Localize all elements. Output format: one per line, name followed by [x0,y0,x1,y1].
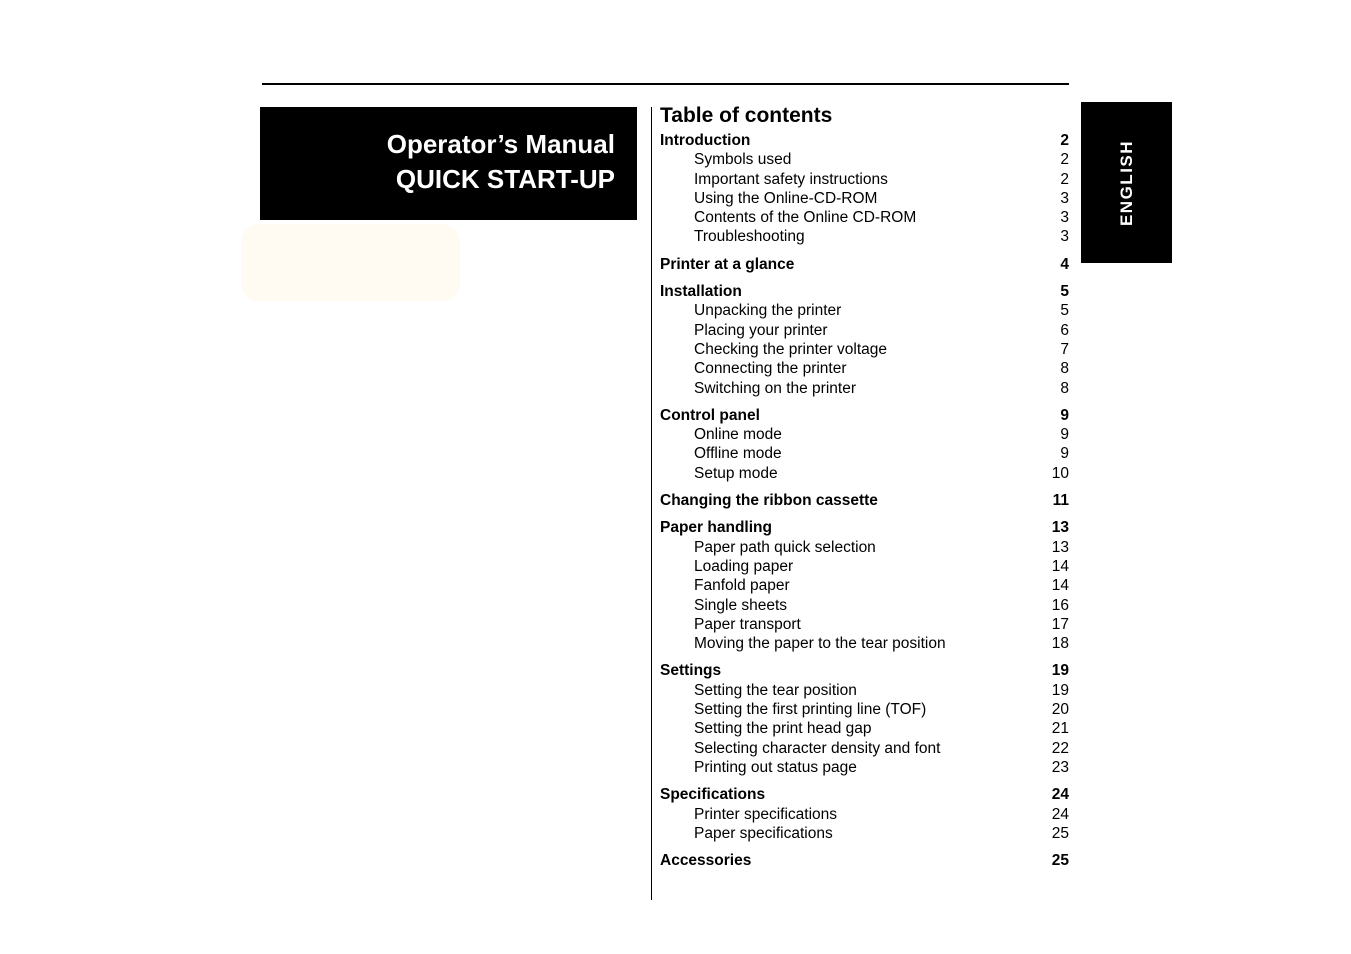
toc-section-title: Installation [660,283,742,301]
toc-page-number: 5 [1060,302,1069,320]
toc-section-title: Paper handling [660,519,772,537]
toc-section [660,131,1069,247]
toc-page-number: 2 [1060,151,1069,169]
toc-section-title: Specifications [660,786,766,804]
toc-section-entry[interactable] [660,131,1069,150]
toc-page-number: 3 [1060,189,1069,207]
toc-section [660,406,1069,483]
toc-page-number: 25 [1051,852,1069,870]
toc-page-number: 19 [1051,662,1069,680]
table-of-contents [660,103,1069,878]
toc-page-number: 20 [1051,701,1069,719]
toc-subentry[interactable] [660,538,1069,557]
toc-subentry-label: Loading paper [694,557,794,575]
toc-subentry[interactable] [660,359,1069,378]
toc-page-number: 5 [1060,283,1069,301]
toc-page-number: 4 [1060,255,1069,273]
toc-subentry[interactable] [660,824,1069,843]
toc-subentry[interactable] [660,681,1069,700]
toc-page-number: 2 [1060,170,1069,188]
manual-title-block [260,107,637,220]
toc-page-number: 16 [1051,596,1069,614]
toc-subentry-label: Contents of the Online CD-ROM [694,209,917,227]
toc-subentry-label: Setup mode [694,464,778,482]
toc-page-number: 8 [1060,360,1069,378]
toc-subentry-label: Printer specifications [694,805,838,823]
toc-section-entry[interactable] [660,255,1069,274]
toc-subentry-label: Online mode [694,426,782,444]
top-rule [262,83,1069,85]
toc-section [660,518,1069,653]
toc-page-number: 24 [1051,786,1069,804]
toc-page-number: 9 [1060,426,1069,444]
toc-subentry-label: Switching on the printer [694,379,856,397]
toc-subentry[interactable] [660,557,1069,576]
toc-section-entry[interactable] [660,282,1069,301]
toc-subentry[interactable] [660,805,1069,824]
toc-page-number: 13 [1051,538,1069,556]
toc-subentry-label: Paper path quick selection [694,538,876,556]
toc-page-number: 14 [1051,577,1069,595]
toc-subentry[interactable] [660,444,1069,463]
toc-section [660,661,1069,777]
manual-title: Operator’s Manual [386,129,615,159]
toc-subentry-label: Connecting the printer [694,360,847,378]
toc-subentry-label: Setting the tear position [694,681,857,699]
language-label: ENGLISH [1116,139,1136,226]
toc-subentry[interactable] [660,576,1069,595]
toc-subentry[interactable] [660,321,1069,340]
toc-subentry-label: Unpacking the printer [694,302,842,320]
toc-subentry[interactable] [660,340,1069,359]
toc-subentry-label: Symbols used [694,151,792,169]
toc-page-number: 25 [1051,824,1069,842]
toc-subentry[interactable] [660,189,1069,208]
toc-section-title: Introduction [660,132,751,149]
toc-page-number: 17 [1051,615,1069,633]
toc-subentry[interactable] [660,170,1069,189]
toc-subentry[interactable] [660,758,1069,777]
vertical-divider [651,107,652,900]
toc-subentry-label: Paper transport [694,615,801,633]
toc-subentry[interactable] [660,464,1069,483]
toc-subentry[interactable] [660,150,1069,169]
toc-page-number: 8 [1060,379,1069,397]
toc-subentry-label: Paper specifications [694,824,833,842]
toc-page-number: 21 [1051,720,1069,738]
toc-page-number: 2 [1060,132,1069,149]
toc-subentry-label: Offline mode [694,445,782,463]
toc-subentry[interactable] [660,301,1069,320]
toc-page-number: 22 [1051,739,1069,757]
toc-subentry[interactable] [660,379,1069,398]
toc-section-title: Settings [660,662,722,680]
toc-subentry[interactable] [660,634,1069,653]
toc-section [660,282,1069,398]
toc-page-number: 13 [1051,519,1069,537]
manual-subtitle: QUICK START-UP [395,164,615,194]
toc-subentry-label: Troubleshooting [694,228,805,246]
toc-section [660,785,1069,843]
toc-section-title: Control panel [660,406,760,424]
toc-subentry-label: Setting the first printing line (TOF) [694,701,927,719]
toc-page-number: 6 [1060,321,1069,339]
toc-page-number: 9 [1060,445,1069,463]
toc-subentry[interactable] [660,739,1069,758]
toc-page-number: 10 [1051,464,1069,482]
toc-section [660,491,1069,510]
toc-page-number: 23 [1051,758,1069,776]
toc-section [660,851,1069,870]
toc-section-title: Printer at a glance [660,255,795,273]
toc-section-entry[interactable] [660,491,1069,510]
toc-subentry[interactable] [660,425,1069,444]
toc-subentry[interactable] [660,208,1069,227]
toc-page-number: 24 [1051,805,1069,823]
toc-subentry[interactable] [660,615,1069,634]
toc-subentry-label: Fanfold paper [694,577,790,595]
toc-subentry-label: Setting the print head gap [694,720,872,738]
toc-page-number: 18 [1051,635,1069,653]
blank-tile [241,224,460,301]
toc-page-number: 7 [1060,340,1069,358]
toc-page-number: 19 [1051,681,1069,699]
toc-section [660,255,1069,274]
toc-section-entry[interactable] [660,518,1069,537]
toc-sections [660,131,1069,870]
toc-subentry[interactable] [660,596,1069,615]
toc-subentry-label: Using the Online-CD-ROM [694,189,878,207]
toc-subentry[interactable] [660,700,1069,719]
toc-page-number: 14 [1051,557,1069,575]
toc-subentry-label: Printing out status page [694,758,857,776]
toc-subentry-label: Checking the printer voltage [694,340,888,358]
toc-page-number: 3 [1060,228,1069,246]
toc-subentry-label: Important safety instructions [694,170,888,188]
toc-page-number: 9 [1060,406,1069,424]
toc-page-number: 11 [1052,492,1069,510]
toc-subentry-label: Selecting character density and font [694,739,941,757]
toc-section-entry[interactable] [660,661,1069,680]
toc-page-number: 3 [1060,209,1069,227]
toc-subentry-label: Moving the paper to the tear position [694,635,946,653]
toc-heading: Table of contents [660,104,833,127]
toc-subentry[interactable] [660,227,1069,246]
toc-section-title: Accessories [660,852,752,870]
toc-subentry-label: Placing your printer [694,321,828,339]
toc-section-entry[interactable] [660,785,1069,804]
toc-subentry[interactable] [660,719,1069,738]
toc-section-entry[interactable] [660,406,1069,425]
toc-section-entry[interactable] [660,851,1069,870]
language-tab [1081,102,1172,263]
toc-subentry-label: Single sheets [694,596,788,614]
toc-section-title: Changing the ribbon cassette [660,492,878,510]
